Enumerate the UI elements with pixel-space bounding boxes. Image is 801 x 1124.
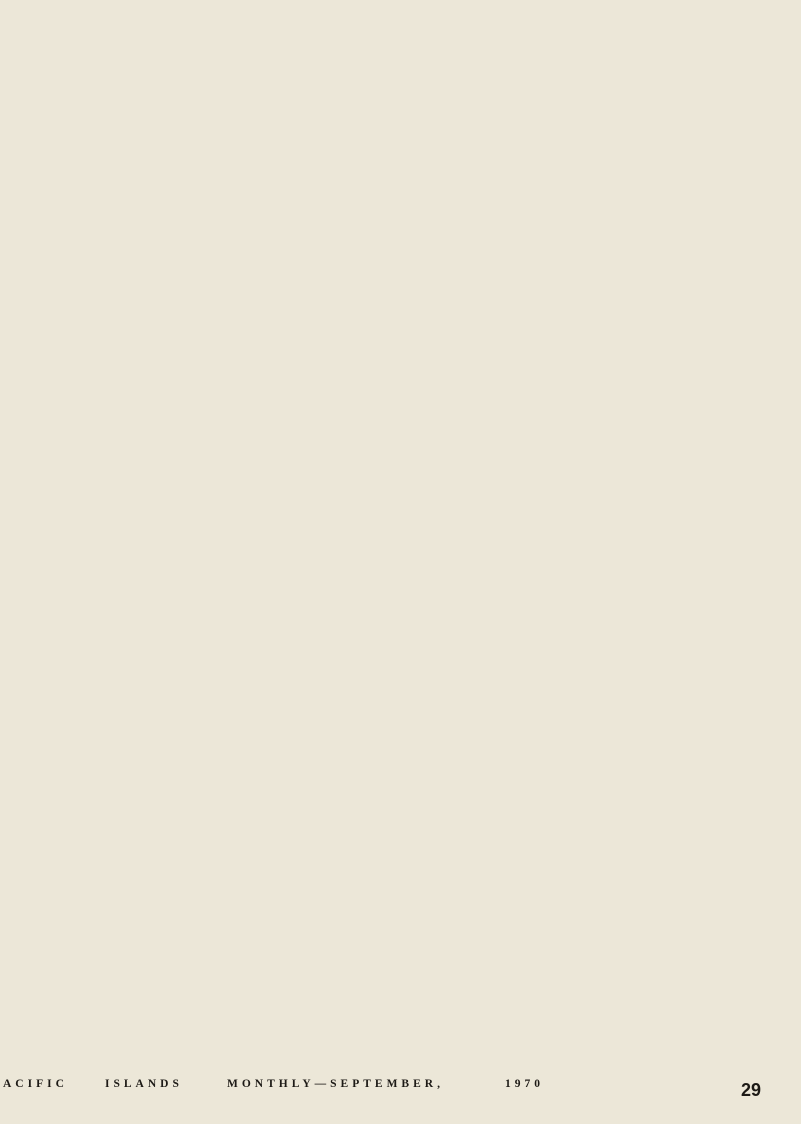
footer-date: MONTHLY—SEPTEMBER,: [227, 1078, 444, 1090]
footer-publication: ISLANDS: [105, 1078, 183, 1090]
page-footer: [0, 1078, 801, 1098]
footer-year: 1970: [505, 1078, 544, 1090]
footer-publication: ACIFIC: [3, 1078, 68, 1090]
page-number: 29: [740, 1080, 761, 1100]
